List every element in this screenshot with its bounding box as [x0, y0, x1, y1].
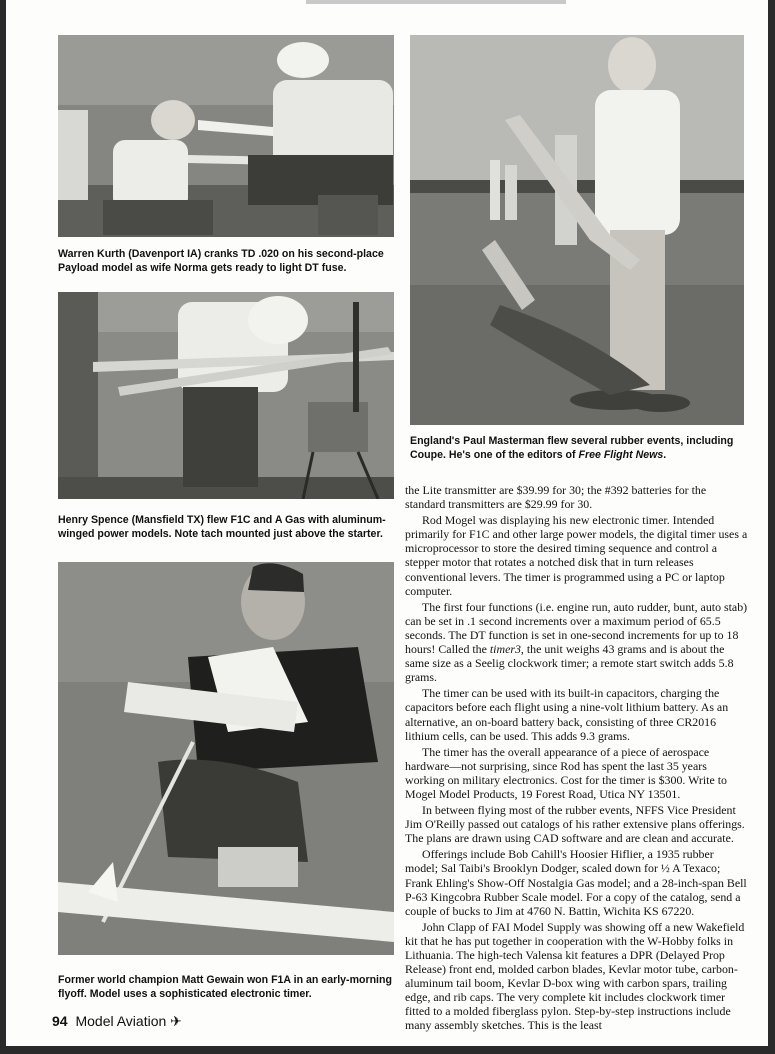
- article-paragraph: The timer can be used with its built-in capacitors, charging the capacitors before each flight using a nine-volt lithium battery. As an alternative, an on-board battery back, consisting of three CR2016 lithium cells, can be used. This adds 9.3 grams.: [405, 686, 729, 743]
- caption-paul-masterman-end: .: [663, 449, 667, 461]
- caption-publication-name: Free Flight News: [578, 449, 664, 461]
- top-bleed-strip: [306, 0, 566, 4]
- article-paragraph: John Clapp of FAI Model Supply was showing off a new Wakefield kit that he has put together in cooperation with the W-Hobby folks in Lithuania. The high-tech Valensa kit features a DPR (Delayed Prop Release) front end, molded carbon blades, Kevlar motor tube, carbon-aluminum tail boom, Kevlar D-box wing with carbon spars, trailing edge, and rib caps. The very complete kit includes clockwork timer fitted to a molded fiberglass pylon. Step-by-step instructions include many assembly sketches. This is the least: [405, 919, 745, 1033]
- caption-photo-henry-spence: Henry Spence (Mansfield TX) flew F1C and A Gas with aluminum-winged power models. Note tach mounted just above the starter.: [58, 514, 386, 540]
- article-text: , the unit weighs 43 grams and is about the same size as a Seelig clockwork timer; a remote start switch adds 5.8 grams.: [405, 642, 734, 685]
- page-folio: [52, 1013, 182, 1030]
- caption-photo-paul-masterman: [410, 434, 755, 462]
- caption-photo-warren-kurth: Warren Kurth (Davenport IA) cranks TD .020 on his second-place Payload model as wife Norma gets ready to light DT fuse.: [58, 248, 384, 274]
- photo-matt-gewain: [58, 562, 394, 955]
- caption-photo-matt-gewain: Former world champion Matt Gewain won F1A in an early-morning flyoff. Model uses a sophisticated electronic timer.: [58, 974, 392, 1000]
- photo-henry-spence: [58, 292, 394, 499]
- article-paragraph: In between flying most of the rubber events, NFFS Vice President Jim O'Reilly passed out catalogs of his rather extensive plans offerings. The plans are drawn using CAD software and are clean and accurate.: [405, 803, 745, 846]
- photo-paul-masterman: [410, 35, 744, 425]
- magazine-name: Model Aviation: [75, 1013, 167, 1029]
- magazine-page: [6, 0, 768, 1046]
- page-number: 94: [52, 1013, 68, 1029]
- article-paragraph: the Lite transmitter are $39.99 for 30; the #392 batteries for the standard transmitters are $29.99 for 30.: [405, 483, 707, 512]
- caption-paul-masterman-text: England's Paul Masterman flew several rubber events, including Coupe. He's one of the editors of: [410, 435, 734, 461]
- article-text: The first four functions (i.e. engine run, auto rudder, bunt, auto stab) can be set in .1 second increments over a maximum period of 65.5 seconds. The DT function is set in one-second increments for up to 18 hours! Called the: [405, 599, 748, 657]
- article-paragraph: [405, 600, 749, 685]
- article-column: [405, 483, 749, 1035]
- article-paragraph: The timer has the overall appearance of a piece of aerospace hardware—not surprising, since Rod has spent the last 35 years working on military electronics. Cost for the timer is $300. Write to Mogel Model Products, 19 Forest Road, Utica NY 13501.: [405, 744, 727, 801]
- photo-henry-spence-image: [58, 292, 394, 499]
- article-paragraph: Offerings include Bob Cahill's Hoosier Hiflier, a 1935 rubber model; Sal Taibi's Brooklyn Dodger, scaled down for ½ A Texaco; Frank Ehling's Show-Off Nostalgia Gas model; and a 28-inch-span Bell P-63 Kingcobra Rubber Scale model. For a copy of the catalog, send a couple of bucks to Jim at 4760 N. Battin, Wichita KS 67220.: [405, 847, 747, 918]
- airplane-icon: ✈: [170, 1013, 182, 1029]
- photo-matt-gewain-image: [58, 562, 394, 955]
- photo-warren-kurth-image: [58, 35, 394, 237]
- photo-warren-kurth: [58, 35, 394, 237]
- photo-paul-masterman-image: [410, 35, 744, 425]
- product-name: timer3: [489, 642, 521, 657]
- article-paragraph: Rod Mogel was displaying his new electronic timer. Intended primarily for F1C and other large power models, the digital timer uses a microprocessor to store the desired timing sequence and control a stepper motor that rotates a notched disk that in turn releases conventional levers. The timer is programmed using a PC or laptop computer.: [405, 513, 748, 598]
